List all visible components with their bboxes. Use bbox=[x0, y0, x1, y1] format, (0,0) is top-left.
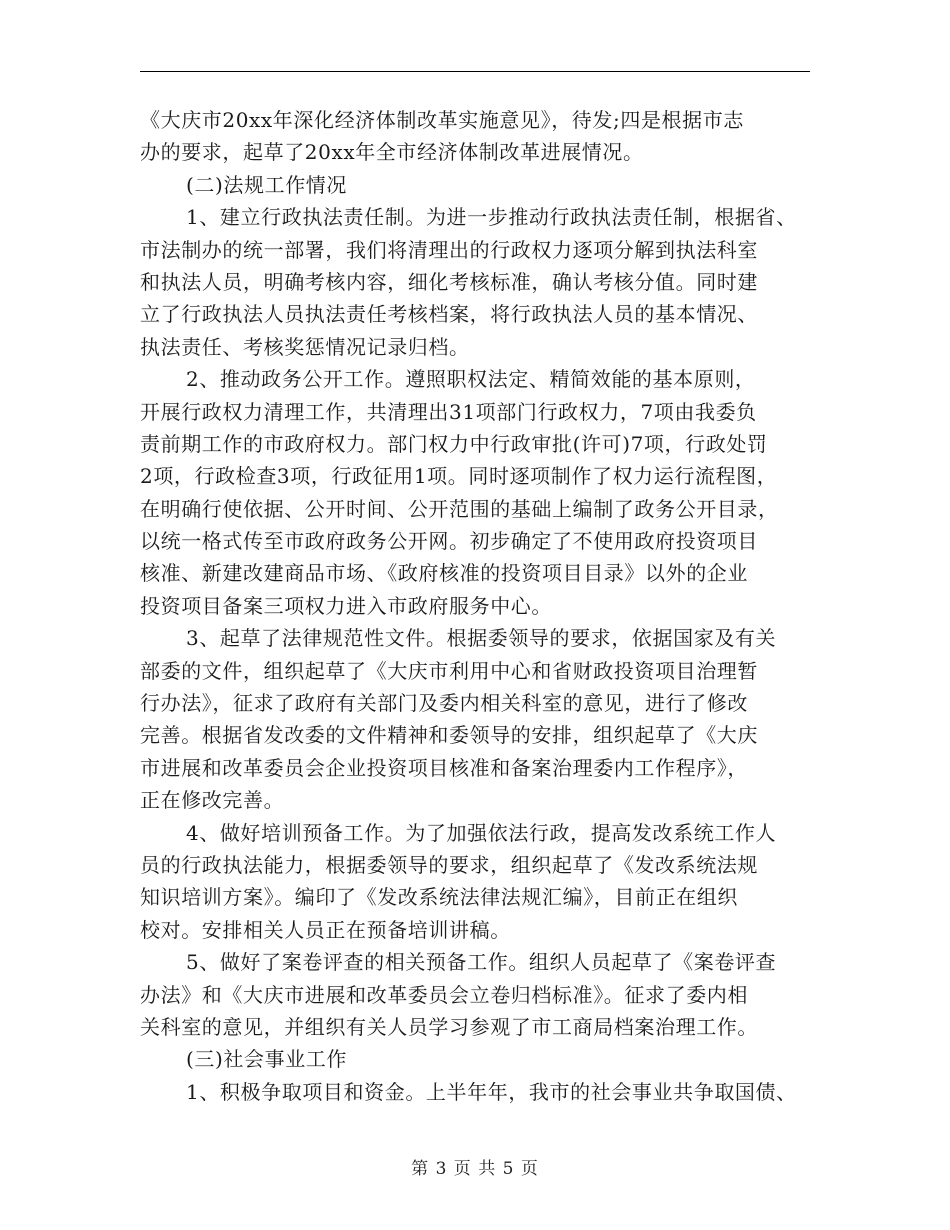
text-line: 市进展和改革委员会企业投资项目核准和备案治理委内工作程序》， bbox=[140, 755, 748, 780]
text-line: 部委的文件，组织起草了《大庆市利用中心和省财政投资项目治理暂 bbox=[140, 658, 758, 683]
text-line: 2项，行政检查3项，行政征用1项。同时逐项制作了权力运行流程图， bbox=[140, 464, 778, 489]
text-line: 1、积极争取项目和资金。上半年年，我市的社会事业共争取国债、 bbox=[186, 1079, 797, 1104]
text-line: 1、建立行政执法责任制。为进一步推动行政执法责任制，根据省、 bbox=[186, 205, 797, 230]
text-line: 投资项目备案三项权力进入市政府服务中心。 bbox=[140, 593, 552, 618]
text-line: (三)社会事业工作 bbox=[186, 1047, 348, 1072]
text-line: 责前期工作的市政府权力。部门权力中行政审批(许可)7项，行政处罚 bbox=[140, 431, 768, 456]
text-line: 市法制办的统一部署，我们将清理出的行政权力逐项分解到执法科室 bbox=[140, 237, 758, 262]
header-rule bbox=[140, 71, 810, 72]
text-line: 2、推动政务公开工作。遵照职权法定、精简效能的基本原则， bbox=[186, 367, 756, 392]
text-line: 开展行政权力清理工作，共清理出31项部门行政权力，7项由我委负 bbox=[140, 399, 757, 424]
text-line: 立了行政执法人员执法责任考核档案，将行政执法人员的基本情况、 bbox=[140, 302, 758, 327]
text-line: 办的要求，起草了20xx年全市经济体制改革进展情况。 bbox=[140, 140, 644, 165]
text-line: 核准、新建改建商品市场、《政府核准的投资项目目录》以外的企业 bbox=[140, 561, 748, 586]
text-line: 正在修改完善。 bbox=[140, 788, 285, 813]
text-line: 3、起草了法律规范性文件。根据委领导的要求，依据国家及有关 bbox=[186, 626, 777, 651]
text-line: 4、做好培训预备工作。为了加强依法行政，提高发改系统工作人 bbox=[186, 820, 777, 845]
text-line: 《大庆市20xx年深化经济体制改革实施意见》，待发;四是根据市志 bbox=[140, 108, 744, 132]
text-line: 执法责任、考核奖惩情况记录归档。 bbox=[140, 334, 470, 359]
text-line: 校对。安排相关人员正在预备培训讲稿。 bbox=[140, 917, 511, 942]
text-line: 办法》和《大庆市进展和改革委员会立卷归档标准》。征求了委内相 bbox=[140, 982, 748, 1007]
document-body bbox=[140, 104, 830, 1108]
text-line: 员的行政执法能力，根据委领导的要求，组织起草了《发改系统法规 bbox=[140, 852, 758, 877]
text-line: 以统一格式传至市政府政务公开网。初步确定了不使用政府投资项目 bbox=[140, 529, 758, 554]
text-line: 关科室的意见，并组织有关人员学习参观了市工商局档案治理工作。 bbox=[140, 1014, 758, 1039]
text-line: 和执法人员，明确考核内容，细化考核标准，确认考核分值。同时建 bbox=[140, 269, 758, 294]
text-line: 在明确行使依据、公开时间、公开范围的基础上编制了政务公开目录， bbox=[140, 496, 779, 521]
text-line: 行办法》，征求了政府有关部门及委内相关科室的意见，进行了修改 bbox=[140, 691, 748, 716]
text-line: 完善。根据省发改委的文件精神和委领导的安排，组织起草了《大庆 bbox=[140, 723, 758, 748]
text-line: 5、做好了案卷评查的相关预备工作。组织人员起草了《案卷评查 bbox=[186, 950, 777, 975]
page-footer: 第 3 页 共 5 页 bbox=[411, 1159, 539, 1179]
text-line: (二)法规工作情况 bbox=[186, 172, 348, 197]
text-line: 知识培训方案》。编印了《发改系统法律法规汇编》，目前正在组织 bbox=[140, 885, 738, 910]
